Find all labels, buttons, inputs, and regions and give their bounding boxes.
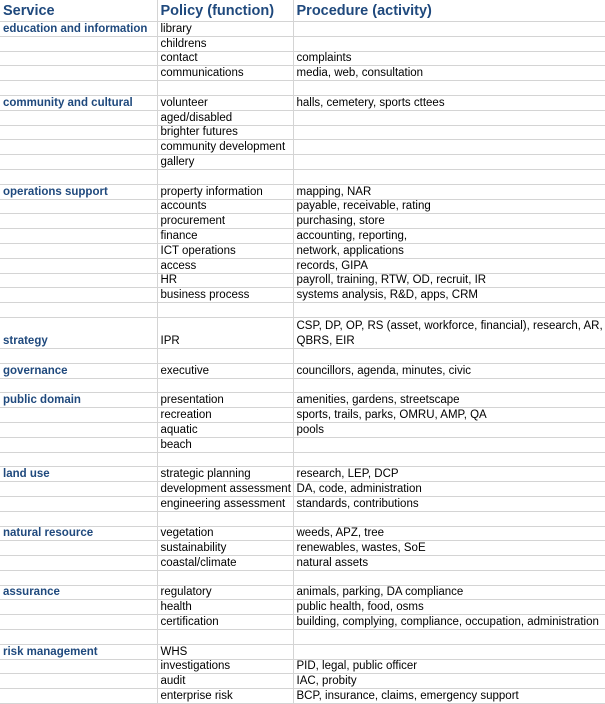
procedure-cell: public health, food, osms xyxy=(293,600,605,615)
procedure-cell xyxy=(293,155,605,170)
policy-cell: business process xyxy=(157,288,293,303)
service-cell xyxy=(0,243,157,258)
table-row xyxy=(0,378,605,393)
service-cell xyxy=(0,437,157,452)
procedure-cell: IAC, probity xyxy=(293,674,605,689)
table-row xyxy=(0,511,605,526)
service-cell xyxy=(0,496,157,511)
policy-cell: development assessment xyxy=(157,482,293,497)
table-row xyxy=(0,541,605,556)
table-row xyxy=(0,348,605,363)
policy-cell: childrens xyxy=(157,36,293,51)
service-cell xyxy=(0,422,157,437)
service-cell xyxy=(0,482,157,497)
procedure-cell: councillors, agenda, minutes, civic xyxy=(293,363,605,378)
table-row xyxy=(0,317,605,348)
procedure-cell: halls, cemetery, sports cttees xyxy=(293,95,605,110)
table-row xyxy=(0,81,605,96)
header-row xyxy=(0,0,605,22)
table-row xyxy=(0,482,605,497)
policy-cell xyxy=(157,630,293,645)
policy-cell xyxy=(157,169,293,184)
service-cell xyxy=(0,674,157,689)
policy-cell: health xyxy=(157,600,293,615)
service-cell: community and cultural xyxy=(0,95,157,110)
table-row xyxy=(0,615,605,630)
policy-cell xyxy=(157,452,293,467)
procedure-cell: pools xyxy=(293,422,605,437)
procedure-cell: natural assets xyxy=(293,556,605,571)
service-cell xyxy=(0,615,157,630)
table-row xyxy=(0,273,605,288)
table-row xyxy=(0,169,605,184)
policy-cell: audit xyxy=(157,674,293,689)
procedure-cell xyxy=(293,125,605,140)
service-cell xyxy=(0,81,157,96)
service-cell xyxy=(0,66,157,81)
policy-cell: regulatory xyxy=(157,585,293,600)
procedure-cell: standards, contributions xyxy=(293,496,605,511)
policy-cell: strategic planning xyxy=(157,467,293,482)
service-cell xyxy=(0,51,157,66)
procedure-cell: complaints xyxy=(293,51,605,66)
procedure-cell xyxy=(293,169,605,184)
procedure-cell xyxy=(293,378,605,393)
procedure-cell xyxy=(293,81,605,96)
table-row xyxy=(0,674,605,689)
procedure-cell: animals, parking, DA compliance xyxy=(293,585,605,600)
service-cell xyxy=(0,378,157,393)
table-row xyxy=(0,570,605,585)
procedure-cell: research, LEP, DCP xyxy=(293,467,605,482)
table-row xyxy=(0,408,605,423)
column-header-procedure: Procedure (activity) xyxy=(293,0,605,22)
policy-cell: gallery xyxy=(157,155,293,170)
policy-cell xyxy=(157,348,293,363)
procedure-cell: purchasing, store xyxy=(293,214,605,229)
service-cell: risk management xyxy=(0,644,157,659)
table-row xyxy=(0,437,605,452)
table-body xyxy=(0,22,605,704)
procedure-cell: records, GIPA xyxy=(293,258,605,273)
policy-cell: engineering assessment xyxy=(157,496,293,511)
policy-cell: vegetation xyxy=(157,526,293,541)
policy-cell: WHS xyxy=(157,644,293,659)
table-row xyxy=(0,644,605,659)
procedure-cell xyxy=(293,140,605,155)
service-cell xyxy=(0,140,157,155)
column-header-service: Service xyxy=(0,0,157,22)
policy-cell: presentation xyxy=(157,393,293,408)
table-row xyxy=(0,452,605,467)
service-cell xyxy=(0,36,157,51)
procedure-cell xyxy=(293,644,605,659)
service-cell: assurance xyxy=(0,585,157,600)
table-row xyxy=(0,95,605,110)
service-cell xyxy=(0,199,157,214)
service-cell xyxy=(0,169,157,184)
table-row xyxy=(0,363,605,378)
table-row xyxy=(0,51,605,66)
procedure-cell: sports, trails, parks, OMRU, AMP, QA xyxy=(293,408,605,423)
service-cell xyxy=(0,452,157,467)
service-cell xyxy=(0,273,157,288)
service-cell: governance xyxy=(0,363,157,378)
service-cell xyxy=(0,229,157,244)
policy-cell: accounts xyxy=(157,199,293,214)
policy-cell: ICT operations xyxy=(157,243,293,258)
table-row xyxy=(0,184,605,199)
service-cell: operations support xyxy=(0,184,157,199)
service-cell: land use xyxy=(0,467,157,482)
procedure-cell: media, web, consultation xyxy=(293,66,605,81)
table-row xyxy=(0,288,605,303)
service-cell xyxy=(0,570,157,585)
service-cell xyxy=(0,214,157,229)
policy-cell: aquatic xyxy=(157,422,293,437)
table-row xyxy=(0,140,605,155)
procedure-cell xyxy=(293,511,605,526)
service-cell xyxy=(0,541,157,556)
table-row xyxy=(0,22,605,37)
procedure-cell: renewables, wastes, SoE xyxy=(293,541,605,556)
policy-cell: property information xyxy=(157,184,293,199)
service-cell: strategy xyxy=(0,317,157,348)
procedure-cell: DA, code, administration xyxy=(293,482,605,497)
policy-cell: sustainability xyxy=(157,541,293,556)
table-row xyxy=(0,125,605,140)
procedure-cell xyxy=(293,36,605,51)
procedure-cell xyxy=(293,437,605,452)
policy-cell xyxy=(157,378,293,393)
table-row xyxy=(0,585,605,600)
service-cell: public domain xyxy=(0,393,157,408)
policy-cell: coastal/climate xyxy=(157,556,293,571)
policy-cell: enterprise risk xyxy=(157,689,293,704)
policy-cell: recreation xyxy=(157,408,293,423)
service-cell xyxy=(0,258,157,273)
service-cell xyxy=(0,125,157,140)
procedure-cell: building, complying, compliance, occupation, administration xyxy=(293,615,605,630)
column-header-policy: Policy (function) xyxy=(157,0,293,22)
policy-cell: brighter futures xyxy=(157,125,293,140)
policy-cell: community development xyxy=(157,140,293,155)
procedure-cell: CSP, DP, OP, RS (asset, workforce, financial), research, AR, QBRS, EIR xyxy=(293,317,605,348)
policy-cell: certification xyxy=(157,615,293,630)
table-row xyxy=(0,467,605,482)
table-row xyxy=(0,199,605,214)
procedure-cell: amenities, gardens, streetscape xyxy=(293,393,605,408)
service-cell xyxy=(0,556,157,571)
procedure-cell: payable, receivable, rating xyxy=(293,199,605,214)
policy-cell: finance xyxy=(157,229,293,244)
table-row xyxy=(0,258,605,273)
procedure-cell: network, applications xyxy=(293,243,605,258)
policy-cell xyxy=(157,511,293,526)
service-cell xyxy=(0,689,157,704)
procedure-cell: PID, legal, public officer xyxy=(293,659,605,674)
policy-cell: executive xyxy=(157,363,293,378)
service-cell xyxy=(0,303,157,318)
procedure-cell: payroll, training, RTW, OD, recruit, IR xyxy=(293,273,605,288)
procedure-cell xyxy=(293,570,605,585)
policy-cell: beach xyxy=(157,437,293,452)
policy-cell: communications xyxy=(157,66,293,81)
policy-cell: contact xyxy=(157,51,293,66)
procedure-cell: accounting, reporting, xyxy=(293,229,605,244)
service-cell xyxy=(0,155,157,170)
policy-cell: investigations xyxy=(157,659,293,674)
table-row xyxy=(0,659,605,674)
policy-cell xyxy=(157,570,293,585)
table-row xyxy=(0,214,605,229)
procedure-cell xyxy=(293,630,605,645)
procedure-cell xyxy=(293,22,605,37)
policy-cell: IPR xyxy=(157,317,293,348)
service-cell xyxy=(0,659,157,674)
procedure-cell: systems analysis, R&D, apps, CRM xyxy=(293,288,605,303)
procedure-cell xyxy=(293,303,605,318)
table-row xyxy=(0,600,605,615)
service-cell xyxy=(0,348,157,363)
service-cell xyxy=(0,511,157,526)
policy-cell: HR xyxy=(157,273,293,288)
table-row xyxy=(0,243,605,258)
table-row xyxy=(0,689,605,704)
table-row xyxy=(0,229,605,244)
service-cell: education and information xyxy=(0,22,157,37)
procedure-cell xyxy=(293,452,605,467)
policy-cell: aged/disabled xyxy=(157,110,293,125)
table-row xyxy=(0,66,605,81)
service-cell xyxy=(0,600,157,615)
procedure-cell: mapping, NAR xyxy=(293,184,605,199)
procedure-cell xyxy=(293,348,605,363)
procedure-cell xyxy=(293,110,605,125)
service-cell xyxy=(0,630,157,645)
service-cell xyxy=(0,408,157,423)
service-cell: natural resource xyxy=(0,526,157,541)
table-row xyxy=(0,422,605,437)
table-row xyxy=(0,393,605,408)
table-row xyxy=(0,526,605,541)
service-cell xyxy=(0,110,157,125)
table-row xyxy=(0,36,605,51)
policy-cell: volunteer xyxy=(157,95,293,110)
procedure-cell: weeds, APZ, tree xyxy=(293,526,605,541)
table-row xyxy=(0,155,605,170)
policy-cell xyxy=(157,81,293,96)
table-row xyxy=(0,303,605,318)
policy-cell: library xyxy=(157,22,293,37)
policy-cell xyxy=(157,303,293,318)
table-row xyxy=(0,496,605,511)
service-cell xyxy=(0,288,157,303)
table-row xyxy=(0,630,605,645)
policy-cell: procurement xyxy=(157,214,293,229)
procedure-cell: BCP, insurance, claims, emergency support xyxy=(293,689,605,704)
table-row xyxy=(0,556,605,571)
table-row xyxy=(0,110,605,125)
policy-cell: access xyxy=(157,258,293,273)
